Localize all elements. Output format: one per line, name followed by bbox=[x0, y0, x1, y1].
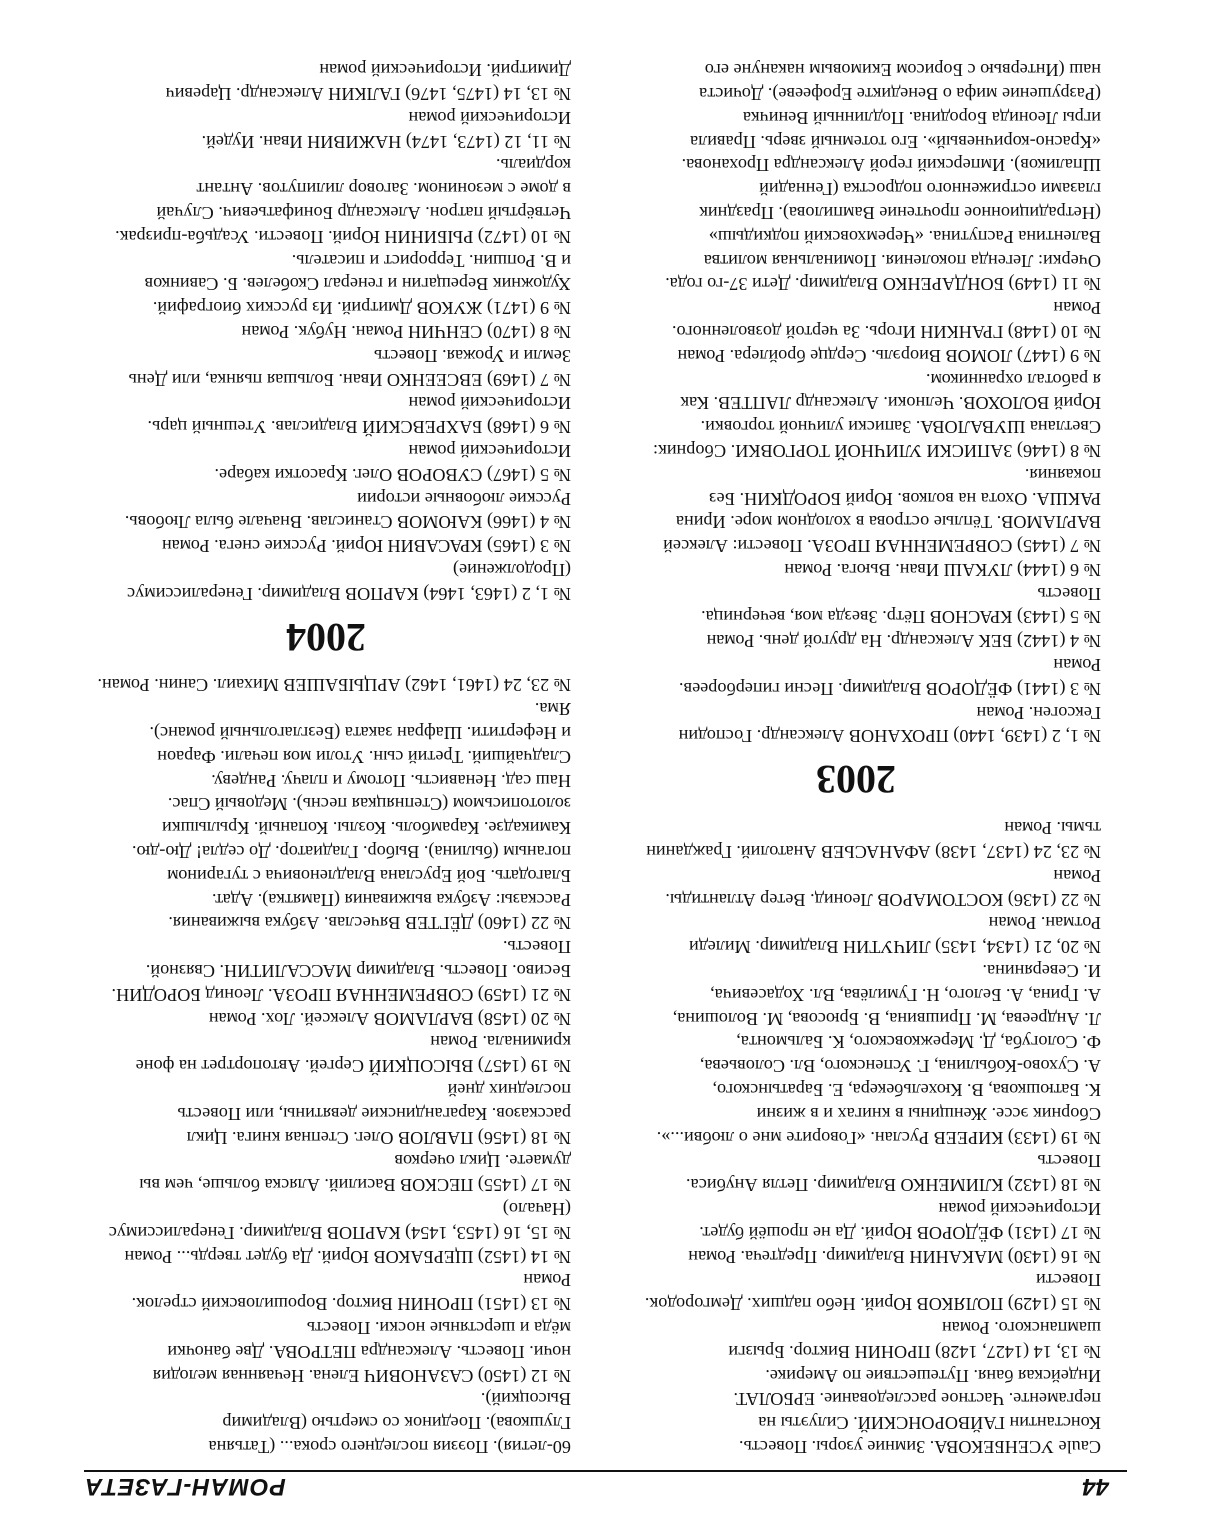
entry-text: ПРОНИН Виктор. Брызги bbox=[728, 1341, 931, 1362]
entry-continuation-line: ВАРЛАМОВ. Тёплые острова в холодном море. Ирина bbox=[675, 512, 1101, 533]
issue-number: № 18 (1432) bbox=[1003, 1175, 1101, 1196]
catalog-entry bbox=[611, 1244, 1101, 1268]
issue-number: № 7 (1469) bbox=[482, 369, 571, 390]
entry-continuation-line: Роман bbox=[1053, 865, 1101, 886]
entry-first-line bbox=[81, 510, 571, 534]
entry-text: СУВОРОВ Олег. Красотки кабаре. bbox=[214, 464, 483, 485]
entry-text: БОНДАРЕНКО Владимир. Дети 37-го года. bbox=[665, 274, 1004, 295]
catalog-entry bbox=[81, 557, 571, 605]
entry-continuation-line: думаете. Цикл очерков bbox=[394, 1151, 571, 1172]
entry-continuation-line: Повесть bbox=[1037, 583, 1101, 604]
entry-text: САЗАНОВИЧ Елена. Нечаянная мелодия bbox=[152, 1365, 474, 1386]
entry-continuation-line: Повести bbox=[1036, 1270, 1101, 1291]
entry-continuation-line: Светлана ШУВАЛОВА. Записки уличной торговки. bbox=[700, 417, 1101, 438]
entry-first-line bbox=[81, 1363, 571, 1387]
entry-text: ВЫСОЦКИЙ Сергей. Автопортрет на фоне bbox=[135, 1056, 474, 1077]
entry-continuation-line: рассказов. Карагандинские девятины, или Повесть bbox=[177, 1103, 571, 1124]
catalog-entry bbox=[611, 863, 1101, 911]
issue-number: № 15, 16 (1453, 1454) bbox=[400, 1222, 571, 1243]
entry-continuation-line: Димитрий. Исторический роман bbox=[319, 60, 571, 81]
entry-text: ПОЛЯКОВ Юрий. Небо падших. Демгородок. bbox=[644, 1294, 1004, 1315]
issue-number: № 19 (1433) bbox=[1003, 1127, 1101, 1148]
entry-continuation-line: А. Грина, А. Белого, Н. Гумилёва, Вл. Ходасевича, bbox=[710, 984, 1101, 1005]
issue-number: № 13, 14 (1475, 1476) bbox=[400, 83, 571, 104]
entry-continuation-line: золотописьмом (Степняцкая песнь). Медовый Спас. bbox=[167, 794, 571, 815]
entry-text: СОВРЕМЕННАЯ ПРОЗА. Повести: Алексей bbox=[663, 536, 1013, 557]
entry-continuation-line: ночи. Повесть. Александра ПЕТРОВА. Две баночки bbox=[167, 1341, 571, 1362]
entry-first-line bbox=[81, 533, 571, 557]
entry-text: ПЕСКОВ Василий. Аляска больше, чем вы bbox=[139, 1175, 474, 1196]
issue-number: № 19 (1457) bbox=[473, 1056, 571, 1077]
entry-text: ЛИЧУТИН Владимир. Миледи bbox=[688, 937, 931, 958]
issue-number: № 20 (1458) bbox=[473, 1008, 571, 1029]
entry-continuation-line: Исторический роман bbox=[408, 107, 571, 128]
entry-text: ЛУКАШ Иван. Вьюга. Роман bbox=[784, 559, 1013, 580]
right-column bbox=[81, 57, 571, 1458]
entry-continuation-line: (Разрушение мифа о Венедикте Ерофееве). Дочиста bbox=[699, 83, 1101, 104]
catalog-entry bbox=[611, 57, 1101, 295]
entry-text: ЖУКОВ Дмитрий. Из русских биографий. bbox=[152, 298, 483, 319]
issue-number: № 17 (1455) bbox=[473, 1175, 571, 1196]
entry-text: ЛОМОВ Виорэль. Сердце бройлера. Роман bbox=[677, 345, 1013, 366]
entry-continuation-line: поганым (былина). Выбор. Гладиатор. До седла! Дю-дю. bbox=[131, 842, 571, 863]
entry-continuation-line: мёда и шерстяные носки. Повесть bbox=[306, 1318, 571, 1339]
catalog-entry bbox=[81, 1077, 571, 1148]
catalog-entry bbox=[81, 486, 571, 534]
entry-first-line bbox=[611, 839, 1101, 863]
entry-text: КАРПОВ Владимир. Генералиссимус bbox=[108, 1222, 401, 1243]
entry-continuation-line: А. Сухово-Кобылина, Г. Успенского, Вл. Соловьева, bbox=[699, 1056, 1101, 1077]
issue-number: № 15 (1429) bbox=[1003, 1294, 1101, 1315]
entry-first-line bbox=[611, 272, 1101, 296]
entry-continuation-line: Повесть. bbox=[502, 937, 571, 958]
entry-text: ГАЛКИН Александр. Царевич bbox=[165, 83, 401, 104]
entry-text: АФАНАСЬЕВ Анатолий. Гражданин bbox=[646, 842, 931, 863]
catalog-entry bbox=[611, 700, 1101, 748]
issue-number: № 12 (1450) bbox=[473, 1365, 571, 1386]
issue-number: № 11 (1449) bbox=[1004, 274, 1101, 295]
entry-text: БАХРЕВСКИЙ Владислав. Утешный царь. bbox=[147, 417, 483, 438]
entry-text: КИРЕЕВ Руслан. «Говорите мне о любви...». bbox=[656, 1127, 1004, 1148]
entry-first-line bbox=[81, 911, 571, 935]
entry-text: ПАВЛОВ Олег. Степная книга. Цикл bbox=[186, 1127, 474, 1148]
entry-continuation-line: Исторический роман bbox=[408, 440, 571, 461]
catalog-entry bbox=[81, 1315, 571, 1386]
entry-continuation-line: Земли и Урожая. Повесть bbox=[374, 345, 571, 366]
issue-number: № 9 (1471) bbox=[482, 298, 571, 319]
issue-number: № 7 (1445) bbox=[1012, 536, 1101, 557]
entries-2004 bbox=[81, 57, 571, 604]
catalog-entry bbox=[611, 1268, 1101, 1316]
entry-first-line bbox=[81, 462, 571, 486]
entry-continuation-line: К. Батюшкова, В. Кюхельбекера, Е. Баратынского, bbox=[712, 1080, 1101, 1101]
entry-continuation-line: Ротман. Роман bbox=[988, 913, 1101, 934]
issue-number: № 8 (1470) bbox=[482, 321, 571, 342]
catalog-entry bbox=[81, 391, 571, 439]
entry-first-line bbox=[611, 1244, 1101, 1268]
entry-continuation-line: Наш сад. Ненависть. Потому и плачу. Рандеву. bbox=[211, 770, 571, 791]
entry-text: КРАСАВИН Юрий. Русские снега. Роман bbox=[161, 536, 483, 557]
issue-number: № 10 (1448) bbox=[1003, 321, 1101, 342]
text-line: пергаменте. Частное расследование. ЕРБОЛАТ. bbox=[733, 1389, 1101, 1410]
entry-first-line bbox=[611, 629, 1101, 653]
entry-continuation-line: Повесть bbox=[1037, 1151, 1101, 1172]
text-line: 60-летия). Поэзия последнего срока... (Татьяна bbox=[208, 1437, 571, 1457]
entry-first-line bbox=[81, 1125, 571, 1149]
catalog-entry bbox=[81, 57, 571, 105]
entry-continuation-line: И. Северянина. bbox=[982, 961, 1101, 982]
entry-first-line bbox=[81, 1220, 571, 1244]
issue-number: № 3 (1465) bbox=[482, 536, 571, 557]
entry-text: КАРПОВ Владимир. Генералиссимус bbox=[127, 583, 419, 604]
entry-text: МАКАНИН Владимир. Предтеча. Роман bbox=[688, 1246, 1004, 1267]
year-heading-2003: 2003 bbox=[816, 757, 896, 803]
entry-text: НАЖИВИН Иван. Иудей. bbox=[201, 131, 402, 152]
issue-number: № 8 (1446) bbox=[1012, 440, 1101, 461]
catalog-entry bbox=[611, 1196, 1101, 1244]
entry-continuation-line: шампанского. Роман bbox=[942, 1318, 1101, 1339]
entry-continuation-line: Роман bbox=[1053, 655, 1101, 676]
issue-number: № 23, 24 (1437, 1438) bbox=[930, 842, 1101, 863]
catalog-entry bbox=[81, 533, 571, 557]
entry-text: КАЮМОВ Станислав. Вначале была Любовь. bbox=[124, 512, 483, 533]
entry-continuation-line: (Продолжение) bbox=[452, 559, 571, 580]
entry-first-line bbox=[81, 1053, 571, 1077]
entry-first-line bbox=[611, 1220, 1101, 1244]
entry-first-line bbox=[611, 934, 1101, 958]
entry-first-line bbox=[81, 319, 571, 343]
entry-first-line bbox=[81, 129, 571, 153]
entry-continuation-line: Художник Верещагин и генерал Скобелев. Б. Савинков bbox=[144, 274, 571, 295]
entry-continuation-line: Шпаликов). Имперский герой Александра Проханова. bbox=[681, 155, 1101, 176]
entry-text: КРАСНОВ Пётр. Звезда моя, вечерница. bbox=[701, 607, 1013, 628]
catalog-entry bbox=[611, 1315, 1101, 1363]
page-number: 44 bbox=[1082, 1473, 1109, 1500]
entry-continuation-line: глазами остриженного подростка (Геннадий bbox=[759, 179, 1101, 200]
issue-number: № 13, 14 (1427, 1428) bbox=[930, 1341, 1101, 1362]
issue-number: № 23, 24 (1461, 1462) bbox=[400, 675, 571, 696]
entry-continuation-line: Сладчайший. Третий сын. Утоли моя печали. Фараон bbox=[157, 746, 571, 767]
text-line: Константин ГАЙВОРОНСКИЙ. Силуэты на bbox=[758, 1413, 1101, 1434]
entry-first-line bbox=[81, 1291, 571, 1315]
entry-text: ДЁГТЕВ Вячеслав. Азбука выживания. bbox=[168, 913, 474, 934]
issue-number: № 13 (1451) bbox=[473, 1294, 571, 1315]
issue-number: № 22 (1436) bbox=[1003, 889, 1101, 910]
entry-continuation-line: Бесиво. Повесть. Владимир МАССАЛИТИН. Связной. bbox=[145, 961, 571, 982]
entry-text: РЫБИНИН Юрий. Повести. Усадьба-призрак. bbox=[115, 226, 474, 247]
catalog-entry bbox=[611, 557, 1101, 581]
entries-2003-tail bbox=[81, 673, 571, 1387]
entry-first-line bbox=[611, 887, 1101, 911]
issue-number: № 6 (1444) bbox=[1012, 559, 1101, 580]
issue-number: № 4 (1466) bbox=[482, 512, 571, 533]
catalog-entry bbox=[81, 1149, 571, 1197]
entry-text: ПРОНИН Виктор. Ворошиловский стрелок. bbox=[131, 1294, 474, 1315]
entry-text: АРЦЫБАШЕВ Михаил. Санин. Роман. bbox=[97, 675, 401, 696]
catalog-entry bbox=[611, 581, 1101, 629]
issue-number: № 9 (1447) bbox=[1012, 345, 1101, 366]
entry-continuation-line: Роман bbox=[523, 1270, 571, 1291]
entry-text: ЗАПИСКИ УЛИЧНОЙ ТОРГОВКИ. Сборник: bbox=[652, 440, 1013, 461]
catalog-entry bbox=[81, 438, 571, 486]
issue-number: № 14 (1452) bbox=[473, 1246, 571, 1267]
catalog-entry bbox=[81, 319, 571, 343]
entry-first-line bbox=[81, 367, 571, 391]
entry-first-line bbox=[611, 1291, 1101, 1315]
entry-first-line bbox=[81, 1172, 571, 1196]
entry-first-line bbox=[81, 581, 571, 605]
issue-number: № 11, 12 (1473, 1474) bbox=[401, 131, 571, 152]
entries-2003 bbox=[611, 57, 1101, 747]
entry-first-line bbox=[611, 724, 1101, 748]
catalog-entry bbox=[611, 367, 1101, 462]
entry-continuation-line: в доме с мезонином. Заговор лилипутов. Антант bbox=[196, 179, 571, 200]
issue-number: № 6 (1468) bbox=[482, 417, 571, 438]
entry-continuation-line: Исторический роман bbox=[408, 393, 571, 414]
entry-text: КОСТОМАРОВ Леонид. Ветер Атлантиды. bbox=[665, 889, 1004, 910]
entry-first-line bbox=[81, 295, 571, 319]
issue-number: № 10 (1472) bbox=[473, 226, 571, 247]
entry-first-line bbox=[81, 1006, 571, 1030]
issue-number: № 17 (1431) bbox=[1003, 1222, 1101, 1243]
entry-first-line bbox=[611, 319, 1101, 343]
entry-continuation-line: Исторический роман bbox=[938, 1199, 1101, 1220]
entry-text: ВАРЛАМОВ Алексей. Лох. Роман bbox=[208, 1008, 474, 1029]
entry-continuation-line: Валентина Распутина. «Черемховский подкидыш» bbox=[708, 226, 1101, 247]
text-line: Индейская баня. Путешествие по Америке. bbox=[765, 1365, 1101, 1386]
entry-continuation-line: Русские любовные истории bbox=[357, 488, 571, 509]
issue-number: № 5 (1443) bbox=[1012, 607, 1101, 628]
entry-continuation-line: (Нетрадиционное прочтение Вампилова). Праздник bbox=[699, 202, 1101, 223]
catalog-entry bbox=[81, 1244, 571, 1268]
entry-continuation-line: последних дней bbox=[447, 1080, 571, 1101]
page-header bbox=[84, 1470, 1127, 1502]
entry-continuation-line: РАКША. Охота на волков. Юрий БОРОДКИН. Без bbox=[709, 488, 1101, 509]
entry-text: ЩЕРБАКОВ Юрий. Да будет твердь... Роман bbox=[124, 1246, 474, 1267]
entry-continuation-line: игры Леонида Бородина. Подлинный Веничка bbox=[742, 107, 1101, 128]
left-top-lines bbox=[611, 1363, 1101, 1458]
entry-continuation-line: Ф. Сологуба, Д. Мережковского, К. Бальмонта, bbox=[736, 1032, 1101, 1053]
entry-text: ФЁДОРОВ Владимир. Песни гипербореев. bbox=[678, 678, 1013, 699]
entry-continuation-line: покаяния. bbox=[1024, 464, 1101, 485]
issue-number: № 18 (1456) bbox=[473, 1127, 571, 1148]
entry-continuation-line: тьмы. Роман bbox=[1004, 818, 1101, 839]
entry-text: ГРАНКИН Игорь. За чертой дозволенного. bbox=[672, 321, 1004, 342]
catalog-entry bbox=[611, 295, 1101, 343]
entry-continuation-line: Юрий ВОЛОХОВ. Челноки. Александр ЛАПТЕВ. Как bbox=[680, 393, 1101, 414]
entry-continuation-line: (Начало) bbox=[502, 1199, 571, 1220]
catalog-entry bbox=[611, 815, 1101, 863]
entry-continuation-line: Благодать. Бой Еруслана Владленовича с тугарином bbox=[167, 865, 571, 886]
issue-number: № 21 (1459) bbox=[473, 984, 571, 1005]
entry-first-line bbox=[81, 1244, 571, 1268]
text-line: Саule УСЕНБЕКОВА. Зимние узоры. Повесть. bbox=[738, 1437, 1101, 1457]
magazine-title: РОМАН-ГАЗЕТА bbox=[84, 1473, 286, 1500]
entry-continuation-line: криминала. Роман bbox=[430, 1032, 571, 1053]
entry-first-line bbox=[81, 81, 571, 105]
entry-first-line bbox=[81, 414, 571, 438]
entry-first-line bbox=[611, 343, 1101, 367]
catalog-entry bbox=[611, 629, 1101, 653]
entry-text: СОВРЕМЕННАЯ ПРОЗА. Леонид БОРОДИН. bbox=[111, 984, 474, 1005]
catalog-entry bbox=[81, 105, 571, 153]
entry-text: ЕВСЕЕНКО Иван. Большая пьянка, или День bbox=[128, 369, 483, 390]
entry-first-line bbox=[81, 982, 571, 1006]
entry-first-line bbox=[81, 224, 571, 248]
catalog-entry bbox=[81, 1196, 571, 1244]
entry-continuation-line: Четвёртый патрон. Александр Бонифатьевич. Случай bbox=[156, 202, 571, 223]
entry-continuation-line: Камикадзе. Карамболь. Козлы. Копаный. Крылышки bbox=[162, 818, 571, 839]
entry-first-line bbox=[611, 533, 1101, 557]
left-column bbox=[611, 57, 1101, 1458]
entry-text: ФЁДОРОВ Юрий. Да не прошёй будет. bbox=[699, 1222, 1004, 1243]
catalog-entry bbox=[611, 1149, 1101, 1197]
entry-continuation-line: Гексоген. Роман bbox=[976, 702, 1101, 723]
entry-first-line bbox=[611, 1339, 1101, 1363]
entry-continuation-line: наш (Интервью с Борисом Екимовым накануне его bbox=[704, 60, 1101, 81]
entries-2002-tail bbox=[611, 815, 1101, 1362]
entry-text: БЕК Александр. На другой день. Роман bbox=[706, 631, 1013, 652]
issue-number: № 1, 2 (1439, 1440) bbox=[948, 726, 1101, 747]
catalog-entry bbox=[81, 343, 571, 391]
entry-first-line bbox=[611, 1125, 1101, 1149]
issue-number: № 5 (1467) bbox=[482, 464, 571, 485]
entry-continuation-line: Л. Андреева, М. Пришвина, В. Брюсова, М. Волошина, bbox=[672, 1008, 1101, 1029]
entry-continuation-line: Яма. bbox=[534, 699, 571, 720]
entry-first-line bbox=[81, 673, 571, 697]
catalog-entry bbox=[611, 462, 1101, 557]
year-heading-2004: 2004 bbox=[286, 614, 366, 660]
entry-continuation-line: «Красно-коричневый». Его тотемный зверь. Правила bbox=[690, 131, 1101, 152]
catalog-entry bbox=[81, 934, 571, 1005]
catalog-entry bbox=[81, 1030, 571, 1078]
text-line: Глушкова). Поединок со смертью (Владимир bbox=[222, 1413, 571, 1434]
entry-continuation-line: кордиаль. bbox=[496, 155, 571, 176]
issue-number: № 16 (1430) bbox=[1003, 1246, 1101, 1267]
entry-continuation-line: и Нефертити. Шафран заката (Безглагольный романс). bbox=[149, 723, 571, 744]
catalog-entry bbox=[611, 958, 1101, 1148]
catalog-entry bbox=[611, 343, 1101, 367]
catalog-entry bbox=[81, 1006, 571, 1030]
issue-number: № 20, 21 (1434, 1435) bbox=[930, 937, 1101, 958]
entry-continuation-line: Очерки: Легенда поколения. Поминальная молитва bbox=[703, 250, 1101, 271]
text-line: Высоцкий). bbox=[480, 1389, 571, 1410]
entry-text: КЛИМЕНКО Владимир. Петля Анубиса. bbox=[685, 1175, 1004, 1196]
catalog-entry bbox=[81, 673, 571, 697]
catalog-entry bbox=[81, 697, 571, 935]
entry-continuation-line: Рассказы: Азбука выживания (Памятка). Адат. bbox=[211, 889, 571, 910]
catalog-entry bbox=[611, 652, 1101, 700]
right-top-lines bbox=[81, 1387, 571, 1458]
entry-first-line bbox=[611, 605, 1101, 629]
entry-first-line bbox=[611, 676, 1101, 700]
issue-number: № 1, 2 (1463, 1464) bbox=[418, 583, 571, 604]
issue-number: № 3 (1441) bbox=[1012, 678, 1101, 699]
catalog-entry bbox=[81, 1268, 571, 1316]
issue-number: № 22 (1460) bbox=[473, 913, 571, 934]
entry-first-line bbox=[611, 438, 1101, 462]
catalog-entry bbox=[611, 911, 1101, 959]
entry-continuation-line: и В. Ропшин. Террорист и писатель. bbox=[291, 250, 571, 271]
entry-continuation-line: Роман bbox=[1053, 298, 1101, 319]
issue-number: № 4 (1442) bbox=[1012, 631, 1101, 652]
entry-continuation-line: я работал охранником. bbox=[925, 369, 1101, 390]
catalog-entry bbox=[81, 153, 571, 248]
entry-first-line bbox=[611, 1172, 1101, 1196]
entry-continuation-line: Сборник эссе. Женщины в книгах и в жизни bbox=[756, 1103, 1101, 1124]
catalog-entry bbox=[81, 248, 571, 319]
entry-text: СЕНЧИН Роман. Нубук. Роман bbox=[241, 321, 483, 342]
entry-text: ПРОХАНОВ Александр. Господин bbox=[678, 726, 949, 747]
entry-first-line bbox=[611, 557, 1101, 581]
